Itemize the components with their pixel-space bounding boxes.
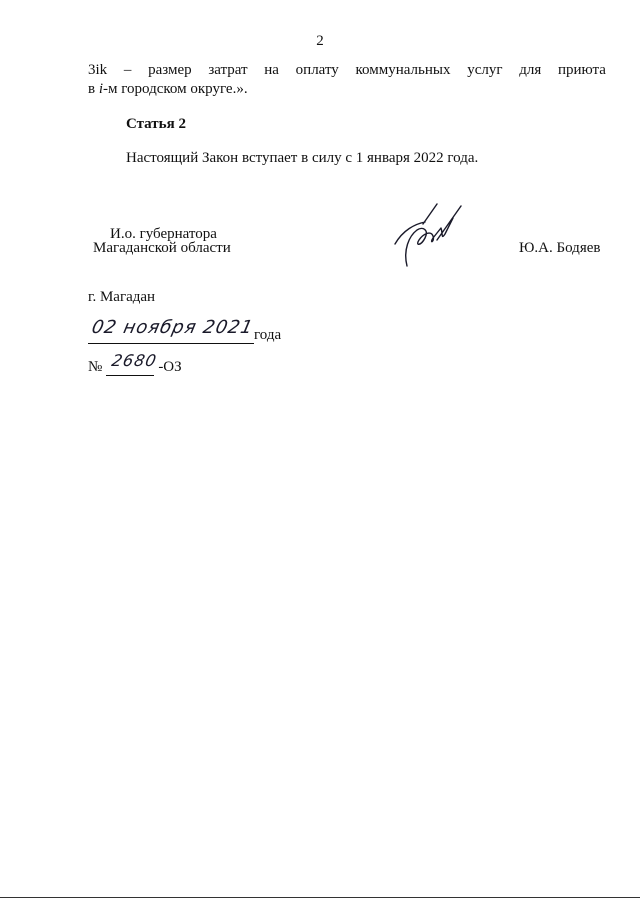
formula-word: на bbox=[264, 62, 279, 78]
formula-word: коммунальных bbox=[355, 62, 451, 78]
formula-word: для bbox=[519, 62, 542, 78]
signer-title-line1: И.о. губернатора bbox=[110, 226, 217, 242]
formula-word: приюта bbox=[557, 62, 606, 78]
bottom-edge-rule bbox=[0, 897, 640, 898]
article-heading: Статья 2 bbox=[126, 116, 186, 132]
article-text: Настоящий Закон вступает в силу с 1 января 2022 года. bbox=[126, 150, 479, 166]
formula-continuation bbox=[88, 81, 248, 98]
formula-word: оплату bbox=[295, 62, 339, 78]
signer-title-line2: Магаданской области bbox=[93, 240, 231, 256]
signer-name: Ю.А. Бодяев bbox=[519, 240, 601, 256]
formula-word: затрат bbox=[208, 62, 248, 78]
formula-word: 3ik bbox=[88, 62, 108, 78]
number-sign: № bbox=[88, 359, 103, 375]
number-underline bbox=[106, 351, 160, 376]
formula-prefix: в bbox=[88, 81, 99, 97]
law-number-suffix: -ОЗ bbox=[158, 359, 182, 375]
formula-word: – bbox=[123, 62, 132, 78]
formula-word: услуг bbox=[467, 62, 503, 78]
city-label: г. Магадан bbox=[88, 289, 156, 305]
date-line bbox=[88, 317, 282, 344]
date-suffix: года bbox=[254, 327, 282, 343]
formula-rest: -м городском округе.». bbox=[103, 81, 248, 97]
law-number-line bbox=[88, 351, 182, 376]
page-number: 2 bbox=[316, 33, 324, 49]
formula-index-variable: i bbox=[98, 81, 104, 97]
handwritten-signature bbox=[385, 200, 465, 272]
handwritten-date: 02 ноября 2021 bbox=[89, 317, 256, 338]
date-underline bbox=[88, 317, 256, 344]
formula-word: размер bbox=[148, 62, 192, 78]
formula-definition-line bbox=[88, 62, 606, 79]
handwritten-law-number: 2680 bbox=[110, 351, 160, 370]
